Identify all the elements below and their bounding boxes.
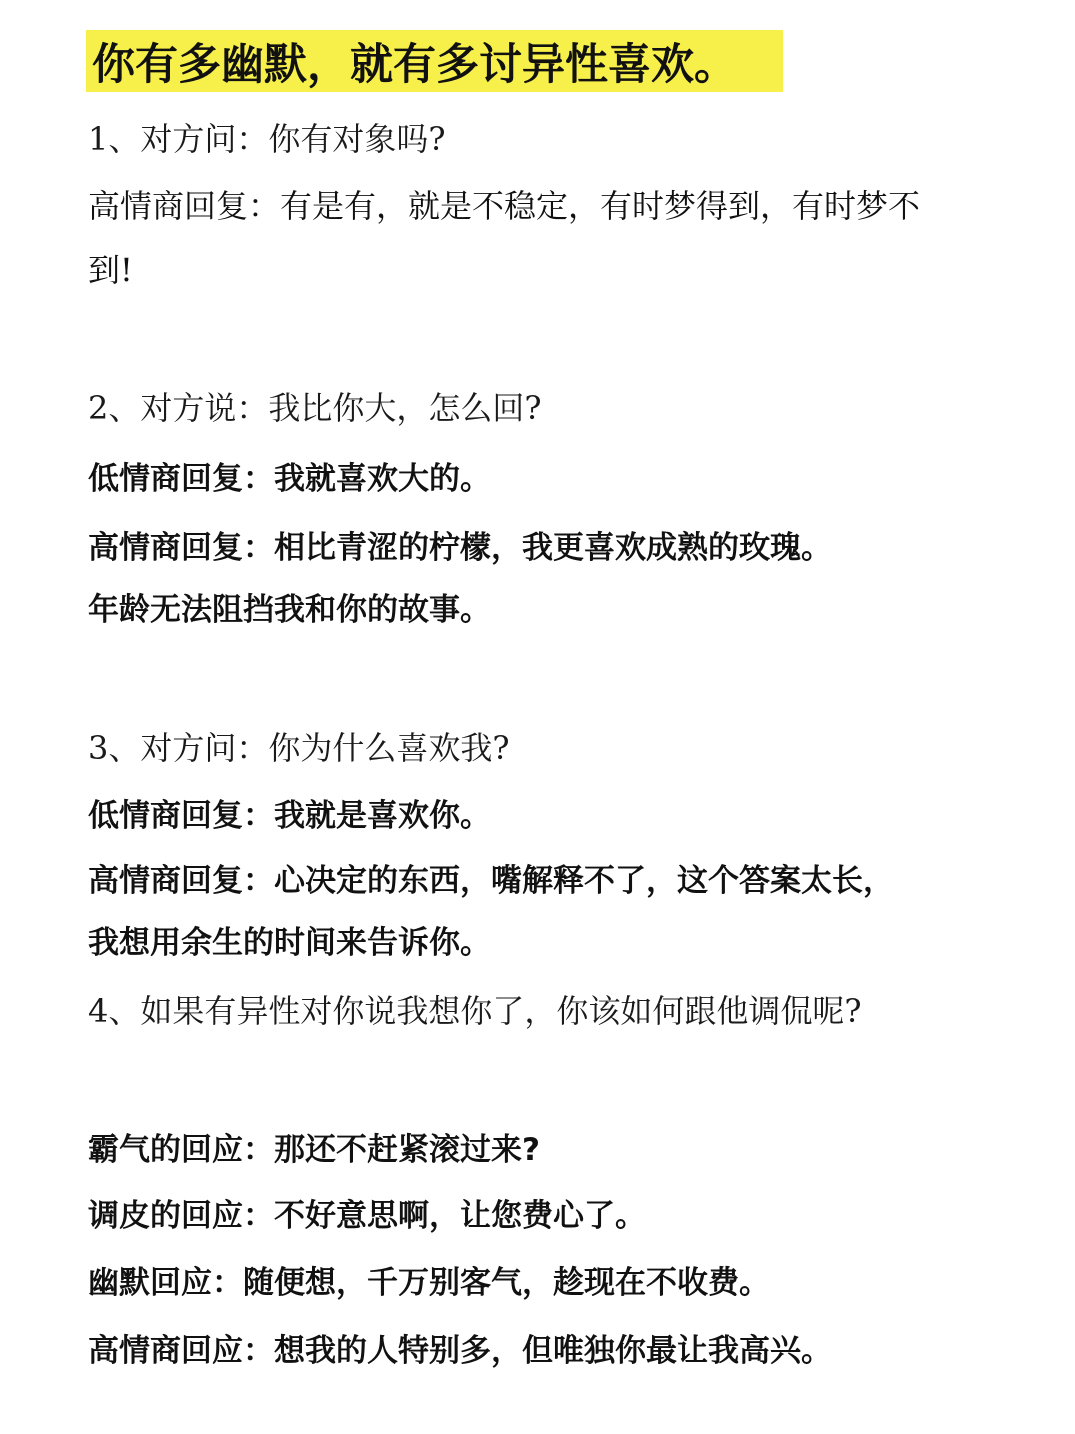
- answer-3-high-eq-cont: 我想用余生的时间来告诉你。: [88, 925, 491, 961]
- question-3: 3、对方问：你为什么喜欢我?: [88, 729, 510, 767]
- answer-3-high-eq: 高情商回复：心决定的东西，嘴解释不了，这个答案太长，: [88, 863, 894, 899]
- answer-2-low-eq: 低情商回复：我就喜欢大的。: [88, 461, 491, 497]
- answer-1-line-2: 到!: [88, 251, 133, 289]
- answer-1-line-1: 高情商回复：有是有，就是不稳定，有时梦得到，有时梦不: [88, 187, 921, 225]
- title-highlight: [86, 30, 783, 92]
- answer-4-high-eq: 高情商回应：想我的人特别多，但唯独你最让我高兴。: [88, 1333, 832, 1369]
- answer-3-low-eq: 低情商回复：我就是喜欢你。: [88, 798, 491, 834]
- answer-4-playful: 调皮的回应：不好意思啊，让您费心了。: [88, 1198, 646, 1234]
- answer-4-domineering: 霸气的回应：那还不赶紧滚过来?: [88, 1132, 540, 1168]
- question-4: 4、如果有异性对你说我想你了，你该如何跟他调侃呢?: [88, 992, 862, 1030]
- question-2: 2、对方说：我比你大，怎么回?: [88, 389, 542, 427]
- article-title: 你有多幽默，就有多讨异性喜欢。: [92, 39, 737, 90]
- question-1: 1、对方问：你有对象吗?: [88, 120, 446, 158]
- answer-2-high-eq-cont: 年龄无法阻挡我和你的故事。: [88, 592, 491, 628]
- answer-2-high-eq: 高情商回复：相比青涩的柠檬，我更喜欢成熟的玫瑰。: [88, 530, 832, 566]
- answer-4-humorous: 幽默回应：随便想，千万别客气，趁现在不收费。: [88, 1265, 770, 1301]
